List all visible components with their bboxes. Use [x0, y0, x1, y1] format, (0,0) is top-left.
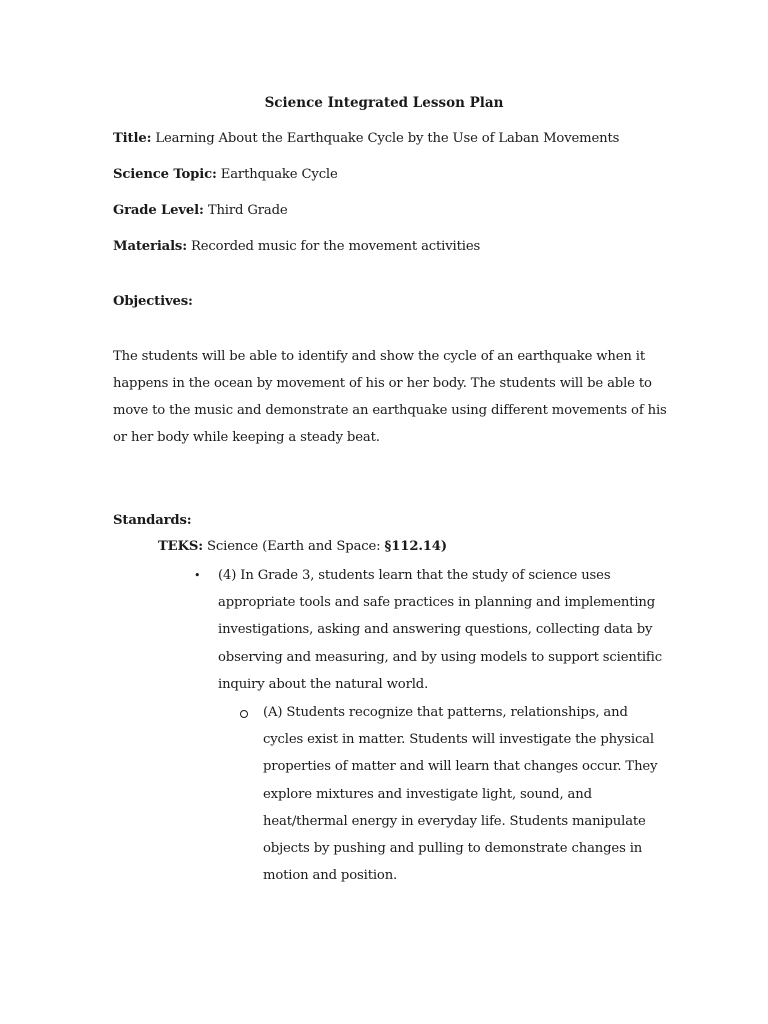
grade-value: Third Grade: [207, 203, 288, 218]
objectives-line: move to the music and demonstrate an earthquake using different movements of his: [113, 403, 667, 418]
teks-row: [158, 538, 447, 556]
subbullet-line: properties of matter and will learn that changes occur. They: [263, 759, 658, 774]
topic-row: [113, 166, 338, 184]
objectives-label: Objectives:: [113, 294, 193, 309]
bullet-line: observing and measuring, and by using models to support scientific: [218, 650, 662, 665]
objectives-line: or her body while keeping a steady beat.: [113, 430, 380, 445]
standards-label: Standards:: [113, 513, 192, 528]
teks-value: Science (Earth and Space:: [207, 539, 385, 554]
bullet-line: investigations, asking and answering questions, collecting data by: [218, 622, 653, 637]
hollow-circle-bullet-icon: [240, 710, 248, 718]
title-row: [113, 130, 619, 148]
bullet-line: (4) In Grade 3, students learn that the study of science uses: [218, 568, 611, 583]
title-label: Title:: [113, 131, 152, 146]
title-value: Learning About the Earthquake Cycle by the Use of Laban Movements: [155, 131, 620, 146]
bullet-icon: •: [194, 569, 201, 582]
subbullet-line: (A) Students recognize that patterns, relationships, and: [263, 705, 628, 720]
teks-label: TEKS:: [158, 539, 203, 554]
objectives-line: happens in the ocean by movement of his or her body. The students will be able to: [113, 376, 652, 391]
materials-label: Materials:: [113, 239, 187, 254]
subbullet-line: motion and position.: [263, 868, 398, 883]
topic-value: Earthquake Cycle: [220, 167, 338, 182]
subbullet-line: explore mixtures and investigate light, sound, and: [263, 787, 592, 802]
grade-row: [113, 202, 288, 220]
topic-label: Science Topic:: [113, 167, 217, 182]
objectives-line: The students will be able to identify and show the cycle of an earthquake when it: [113, 349, 646, 364]
materials-value: Recorded music for the movement activities: [190, 239, 481, 254]
materials-row: [113, 238, 480, 256]
bullet-line: inquiry about the natural world.: [218, 677, 429, 692]
subbullet-line: heat/thermal energy in everyday life. Students manipulate: [263, 814, 646, 829]
bullet-line: appropriate tools and safe practices in planning and implementing: [218, 595, 656, 610]
grade-label: Grade Level:: [113, 203, 204, 218]
teks-section: §112.14): [384, 539, 447, 554]
document-heading: Science Integrated Lesson Plan: [264, 95, 504, 111]
subbullet-line: objects by pushing and pulling to demonstrate changes in: [263, 841, 643, 856]
subbullet-line: cycles exist in matter. Students will investigate the physical: [263, 732, 654, 747]
